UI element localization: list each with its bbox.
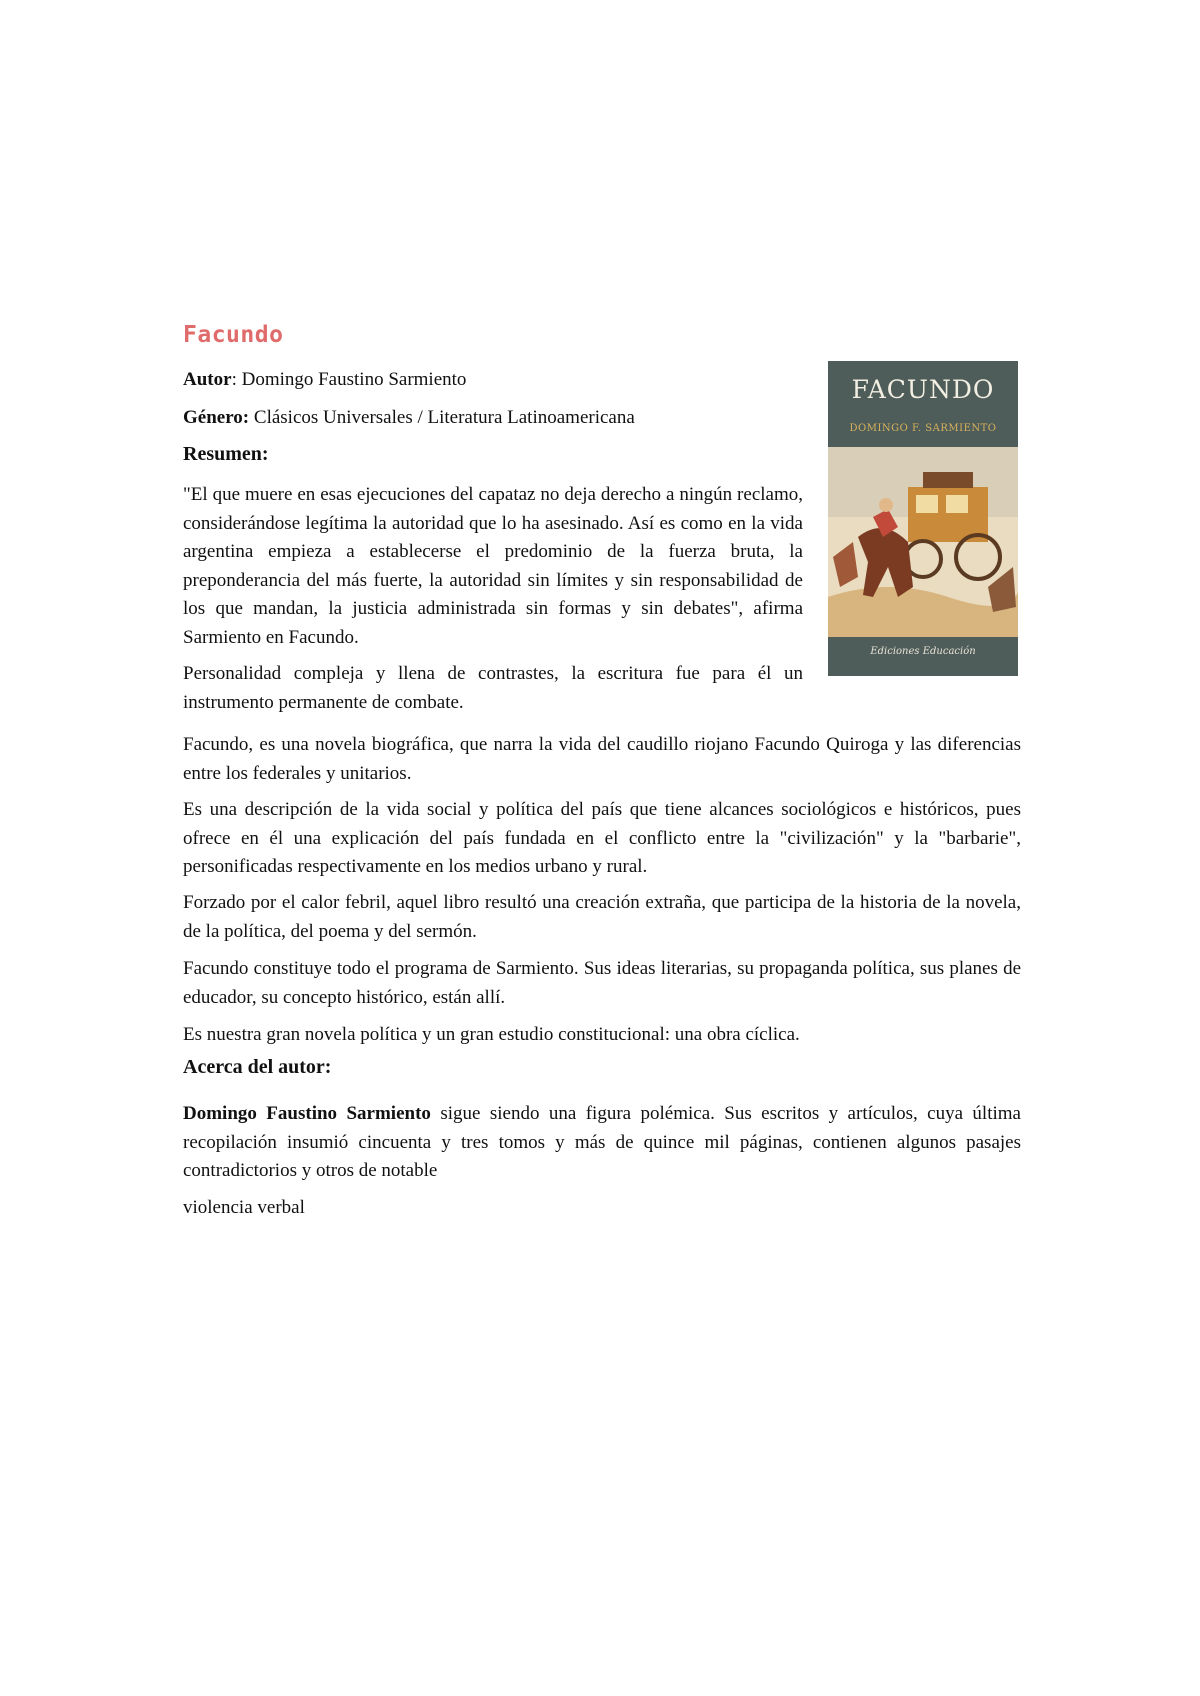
summary-paragraph-3: Facundo, es una novela biográfica, que narra la vida del caudillo riojano Facundo Quiroga y las diferencias entre los federales y unitarios.: [183, 734, 1021, 784]
cover-author: DOMINGO F. SARMIENTO: [849, 423, 997, 434]
genre-line: [183, 406, 635, 430]
about-continuation: violencia verbal: [183, 1197, 305, 1218]
genre-value: Clásicos Universales / Literatura Latinoamericana: [249, 407, 635, 428]
acerca-heading: Acerca del autor:: [183, 1056, 332, 1078]
summary-paragraph-4: Es una descripción de la vida social y política del país que tiene alcances sociológicos e históricos, pues ofrece en él una explicación del país fundada en el conflicto entre la "civilización" y la "barbarie", personificadas respectivamente en los medios urbano y rural.: [183, 799, 1021, 877]
book-title: Facundo: [183, 322, 284, 348]
summary-paragraph-2: Personalidad compleja y llena de contrastes, la escritura fue para él un instrumento permanente de combate.: [183, 663, 803, 713]
summary-paragraph-6: Facundo constituye todo el programa de Sarmiento. Sus ideas literarias, su propaganda política, sus planes de educador, su concepto histórico, están allí.: [183, 958, 1021, 1008]
cover-publisher: Ediciones Educación: [870, 646, 976, 657]
summary-paragraph-7: Es nuestra gran novela política y un gran estudio constitucional: una obra cíclica.: [183, 1024, 800, 1045]
book-cover-image: [828, 361, 1018, 676]
author-value: : Domingo Faustino Sarmiento: [231, 369, 467, 390]
genre-label: Género:: [183, 407, 250, 428]
about-paragraph: [183, 1100, 1021, 1186]
resumen-heading: Resumen:: [183, 443, 269, 465]
summary-paragraph-5: Forzado por el calor febril, aquel libro resultó una creación extraña, que participa de la historia de la novela, de la política, del poema y del sermón.: [183, 892, 1021, 942]
author-line: [183, 368, 466, 392]
cover-title: FACUNDO: [851, 375, 995, 404]
summary-paragraph-1: "El que muere en esas ejecuciones del capataz no deja derecho a ningún reclamo, considerándose legítima la autoridad que lo ha asesinado. Así es como en la vida argentina empieza a establecerse el predominio de la fuerza bruta, la preponderancia del más fuerte, la autoridad sin límites y sin responsabilidad de los que mandan, la justicia administrada sin formas y sin debates", afirma Sarmiento en Facundo.: [183, 484, 803, 648]
cover-illustration: [828, 447, 1018, 637]
about-author-name: Domingo Faustino Sarmiento: [183, 1103, 431, 1124]
about-text: sigue siendo una figura polémica. Sus escritos y artículos, cuya última recopilación insumió cincuenta y tres tomos y más de quince mil páginas, contienen algunos pasajes contradictorios y otros de notable: [183, 1103, 1021, 1181]
author-label: Autor: [183, 369, 232, 390]
